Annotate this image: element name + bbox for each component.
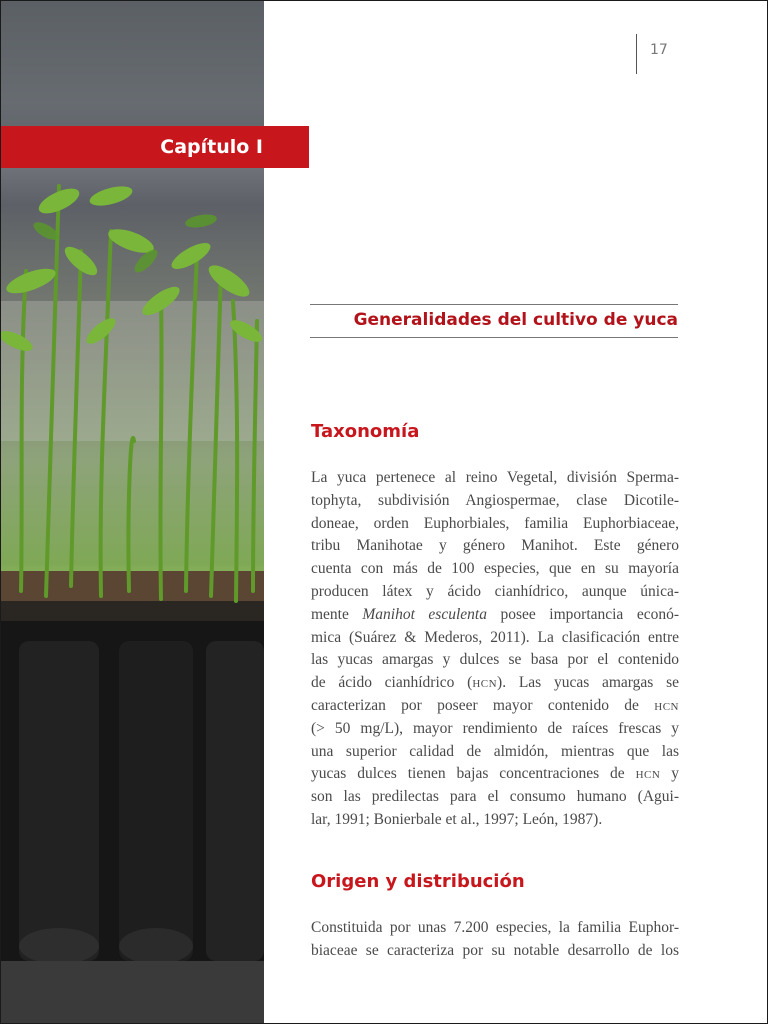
text-line: biaceae se caracteriza por su notable desarrollo de los [311,941,679,959]
text-fragment: caracterizan por poseer mayor contenido de [311,696,639,714]
text-fragment: posee importancia econó- [500,605,679,623]
origen-paragraph [311,917,679,963]
taxonomia-paragraph [311,467,679,832]
text-line: Constituida por unas 7.200 especies, la familia Euphor- [311,919,679,936]
text-line: doneae, orden Euphorbiales, familia Euphorbiaceae, [311,514,679,532]
page-number-divider [636,34,637,74]
abbrev-hcn: hcn [635,765,661,783]
text-line: una superior calidad de almidón, mientras que las [311,742,679,760]
species-name: Manihot esculenta [362,605,487,623]
abbrev-hcn: hcn [654,696,679,714]
section-title: Generalidades del cultivo de yuca [353,310,678,330]
text-line: tribu Manihotae y género Manihot. Este género [311,537,679,555]
text-line: tophyta, subdivisión Angiospermae, clase Dicotile- [311,491,679,509]
text-line: lar, 1991; Bonierbale et al., 1997; León, 1987). [311,810,603,828]
text-line [311,763,679,786]
text-line [311,604,679,627]
page-number: 17 [650,42,668,58]
text-line [311,672,679,695]
text-line: las yucas amargas y dulces se basa por el contenido [311,651,679,669]
text-fragment: ). Las yucas amargas se [497,674,679,692]
heading-origen: Origen y distribución [311,871,525,892]
text-fragment: de ácido cianhídrico ( [311,674,473,692]
text-fragment: mente [311,605,349,623]
text-line: La yuca pertenece al reino Vegetal, división Sperma- [311,469,679,486]
text-line: mica (Suárez & Mederos, 2011). La clasificación entre [311,628,679,646]
heading-taxonomia: Taxonomía [311,421,420,442]
text-line: cuenta con más de 100 especies, que en su mayoría [311,560,679,578]
text-line: son las predilectas para el consumo humano (Agui- [311,788,679,806]
text-line: (> 50 mg/L), mayor rendimiento de raíces frescas y [311,719,679,737]
abbrev-hcn: hcn [472,674,498,692]
chapter-label: Capítulo I [1,126,309,168]
section-title-box [310,304,678,338]
text-line: producen látex y ácido cianhídrico, aunque única- [311,582,679,600]
text-fragment: y [671,765,679,783]
text-line [311,695,679,718]
text-fragment: yucas dulces tienen bajas concentraciones de [311,765,625,783]
